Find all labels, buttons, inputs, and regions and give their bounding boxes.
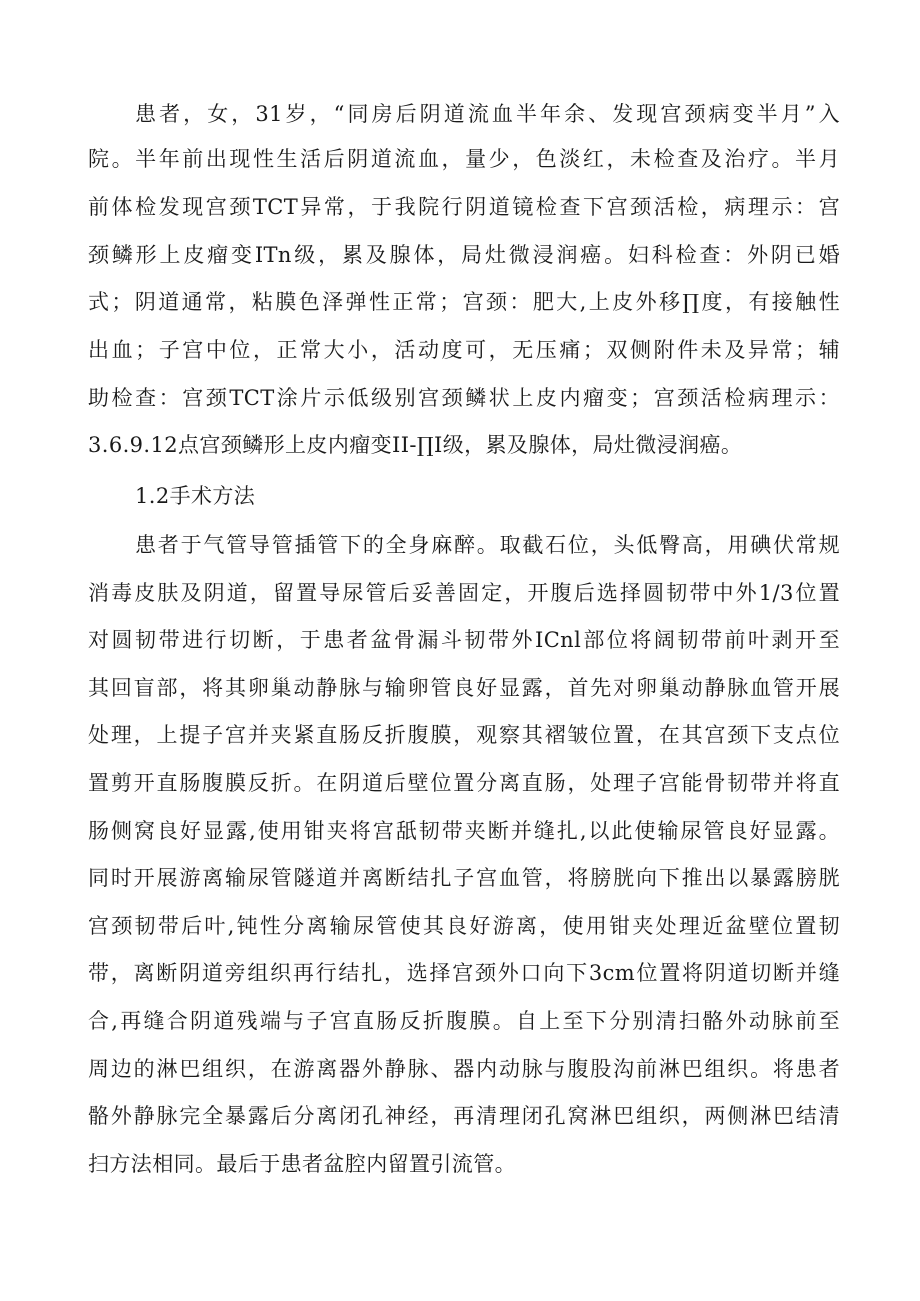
text-line: 同时开展游离输尿管隧道并离断结扎子宫血管，将膀胱向下推出以暴露膀胱 (88, 866, 840, 890)
text-line: 周边的淋巴组织，在游离器外静脉、器内动脉与腹股沟前淋巴组织。将患者 (88, 1057, 840, 1081)
text-line: 对圆韧带进行切断，于患者盆骨漏斗韧带外ICnl部位将阔韧带前叶剥开至 (88, 628, 840, 652)
text-line: 3.6.9.12点宫颈鳞形上皮内瘤变II-∏I级，累及腺体，局灶微浸润癌。 (88, 433, 743, 457)
text-line: 其回盲部，将其卵巢动静脉与输卵管良好显露，首先对卵巢动静脉血管开展 (88, 676, 840, 700)
text-line: 式；阴道通常，粘膜色泽弹性正常；宫颈：肥大,上皮外移∏度，有接触性 (88, 290, 840, 314)
text-line: 合,再缝合阴道残端与子宫直肠反折腹膜。自上至下分别清扫骼外动脉前至 (88, 1009, 840, 1033)
text-line: 扫方法相同。最后于患者盆腔内留置引流管。 (88, 1152, 516, 1176)
text-line: 出血；子宫中位，正常大小，活动度可，无压痛；双侧附件未及异常；辅 (88, 338, 840, 362)
text-line: 院。半年前出现性生活后阴道流血，量少，色淡红，未检查及治疗。半月 (88, 147, 840, 171)
text-line: 患者，女，31岁，“同房后阴道流血半年余、发现宫颈病变半月”入 (135, 102, 840, 126)
text-line: 颈鳞形上皮瘤变ITn级，累及腺体，局灶微浸润癌。妇科检查：外阴已婚 (88, 243, 840, 267)
section-heading: 1.2手术方法 (135, 484, 256, 508)
text-line: 肠侧窝良好显露,使用钳夹将宫舐韧带夹断并缝扎,以此使输尿管良好显露。 (88, 819, 840, 843)
text-line: 骼外静脉完全暴露后分离闭孔神经，再清理闭孔窝淋巴组织，两侧淋巴结清 (88, 1104, 840, 1128)
text-line: 消毒皮肤及阴道，留置导尿管后妥善固定，开腹后选择圆韧带中外1/3位置 (88, 581, 840, 605)
text-line: 宫颈韧带后叶,钝性分离输尿管使其良好游离，使用钳夹处理近盆壁位置韧 (88, 914, 840, 938)
text-line: 助检查：宫颈TCT涂片示低级别宫颈鳞状上皮内瘤变；宫颈活检病理示： (88, 386, 840, 410)
text-line: 患者于气管导管插管下的全身麻醉。取截石位，头低臀高，用碘伏常规 (135, 533, 840, 557)
text-line: 置剪开直肠腹膜反折。在阴道后壁位置分离直肠，处理子宫能骨韧带并将直 (88, 771, 840, 795)
text-line: 前体检发现宫颈TCT异常，于我院行阴道镜检查下宫颈活检，病理示：宫 (88, 195, 840, 219)
text-line: 带，离断阴道旁组织再行结扎，选择宫颈外口向下3cm位置将阴道切断并缝 (88, 961, 840, 985)
text-line: 处理，上提子宫并夹紧直肠反折腹膜，观察其褶皱位置，在其宫颈下支点位 (88, 723, 840, 747)
